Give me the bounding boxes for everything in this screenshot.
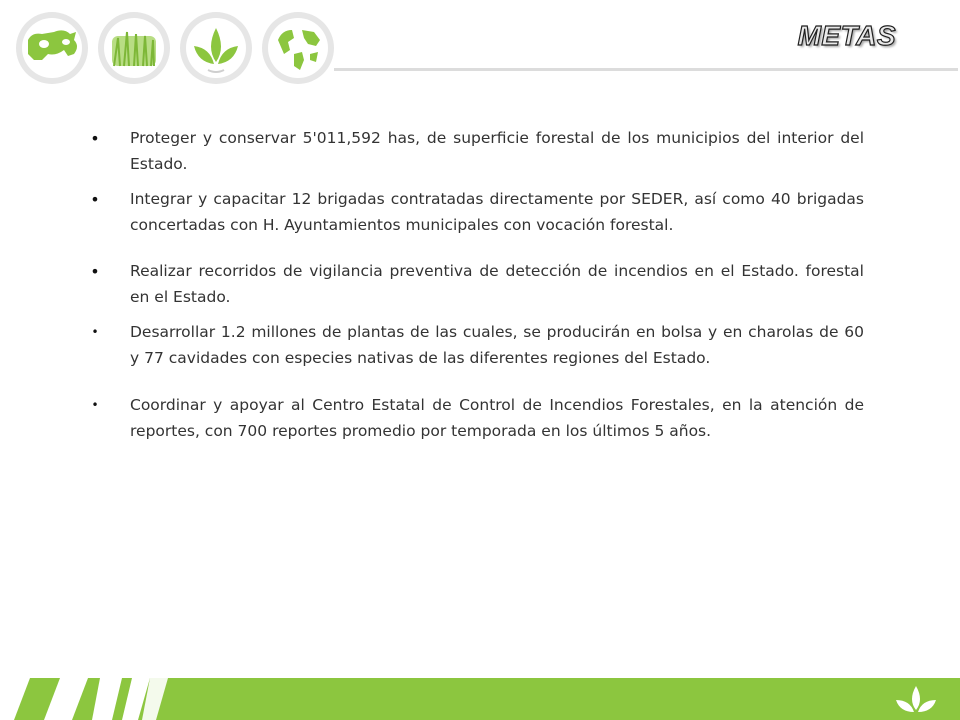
globe-icon <box>260 10 336 86</box>
bullet-icon: • <box>91 398 99 412</box>
list-item-text: Coordinar y apoyar al Centro Estatal de Control de Incendios Forestales, en la atención de reportes, con 700 reportes promedio por temporada en los últimos 5 años. <box>130 396 864 440</box>
grass-field-icon <box>96 10 172 86</box>
header-badges <box>14 10 334 86</box>
list-item-text: Realizar recorridos de vigilancia preventiva de detección de incendios en el Estado. forestal en el Estado. <box>130 262 864 306</box>
list-item <box>88 320 864 371</box>
list-item-text: Proteger y conservar 5'011,592 has, de superficie forestal de los municipios del interior del Estado. <box>130 129 864 173</box>
goals-list <box>88 126 864 444</box>
list-item-text: Integrar y capacitar 12 brigadas contratadas directamente por SEDER, así como 40 brigadas concertadas con H. Ayuntamientos municipales con vocación forestal. <box>130 190 864 234</box>
list-item <box>88 187 864 238</box>
bullet-icon: • <box>90 262 100 281</box>
bullet-icon: • <box>91 325 99 339</box>
leaf-sprout-icon <box>178 10 254 86</box>
list-item <box>88 126 864 177</box>
bullet-icon: • <box>90 129 100 148</box>
list-item <box>88 393 864 444</box>
list-item-text: Desarrollar 1.2 millones de plantas de las cuales, se producirán en bolsa y en charolas de 60 y 77 cavidades con especies nativas de las diferentes regiones del Estado. <box>130 323 864 367</box>
page-title: METAS <box>797 20 896 51</box>
bullet-icon: • <box>90 190 100 209</box>
cow-icon <box>14 10 90 86</box>
header-divider <box>334 68 958 71</box>
footer-bar <box>0 678 960 720</box>
list-item <box>88 259 864 310</box>
